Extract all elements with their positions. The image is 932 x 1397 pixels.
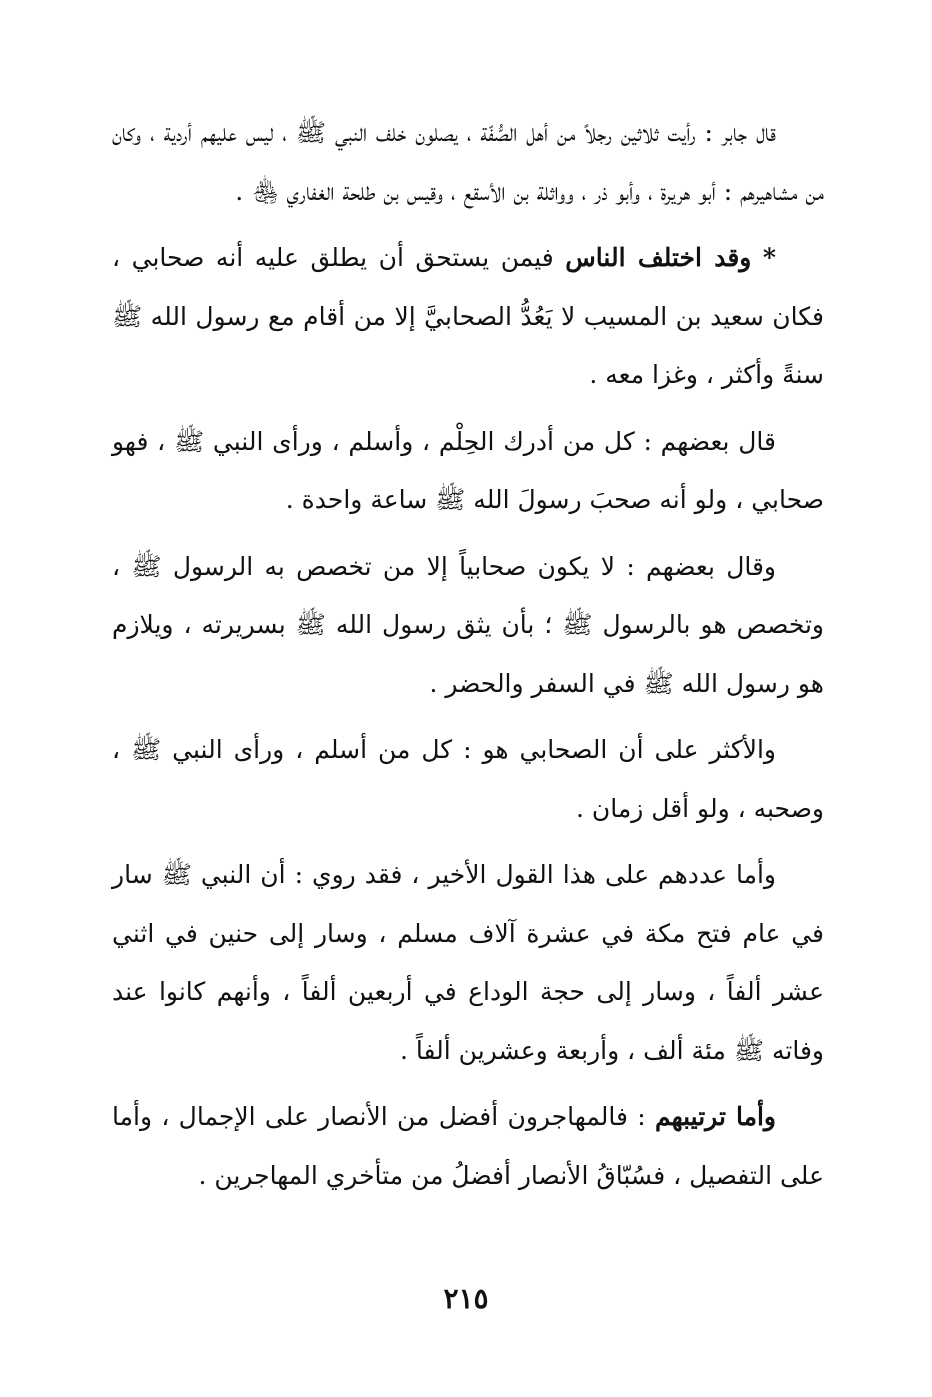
- page-body: [112, 104, 824, 1213]
- asterisk-marker: *: [762, 243, 776, 272]
- paragraph-ranking: [112, 1088, 824, 1205]
- paragraph-lead: وأما ترتيبهم: [654, 1102, 776, 1131]
- page-number: ٢١٥: [443, 1282, 489, 1315]
- paragraph-text: قال جابر : رأيت ثلاثين رجلاً من أهل الصُّفّة ، يصلون خلف النبي ﷺ ، ليس عليهم أردية ، وكان من مشاهيرهم : أبو هريرة ، وأبو ذر ، وواثلة بن الأسقع ، وقيس بن طلحة الغفاري ﵃ .: [112, 118, 824, 206]
- paragraph-text: وأما عددهم على هذا القول الأخير ، فقد روي : أن النبي ﷺ سار في عام فتح مكة في عشرة آلاف مسلم ، وسار إلى حنين في اثني عشر ألفاً ، وسار إلى حجة الوداع في أربعين ألفاً ، وأنهم كانوا عند وفاته ﷺ مئة ألف ، وأربعة وعشرين ألفاً .: [112, 860, 824, 1065]
- paragraph-companion-definition: [112, 229, 824, 405]
- paragraph-lead: وقد اختلف الناس: [565, 243, 752, 272]
- paragraph-text: قال بعضهم : كل من أدرك الحِلْم ، وأسلم ، ورأى النبي ﷺ ، فهو صحابي ، ولو أنه صحبَ رسولَ الله ﷺ ساعة واحدة .: [112, 426, 824, 514]
- paragraph-majority-view: [112, 721, 824, 838]
- paragraph-opinion-2: [112, 538, 824, 714]
- paragraph-text: وقال بعضهم : لا يكون صحابياً إلا من تخصص به الرسول ﷺ ، وتخصص هو بالرسول ﷺ ؛ بأن يثق رسول الله ﷺ بسريرته ، ويلازم هو رسول الله ﷺ في السفر والحضر .: [112, 551, 824, 698]
- paragraph-jabir: [112, 104, 824, 221]
- paragraph-count: [112, 846, 824, 1080]
- paragraph-text: والأكثر على أن الصحابي هو : كل من أسلم ، ورأى النبي ﷺ ، وصحبه ، ولو أقل زمان .: [112, 735, 824, 823]
- paragraph-text: : فالمهاجرون أفضل من الأنصار على الإجمال ، وأما على التفصيل ، فسُبّاقُ الأنصار أفضلُ من متأخري المهاجرين .: [112, 1102, 824, 1190]
- paragraph-text: فيمن يستحق أن يطلق عليه أنه صحابي ، فكان سعيد بن المسيب لا يَعُدُّ الصحابيَّ إلا من أقام مع رسول الله ﷺ سنةً وأكثر ، وغزا معه .: [112, 243, 824, 389]
- paragraph-opinion-1: [112, 413, 824, 530]
